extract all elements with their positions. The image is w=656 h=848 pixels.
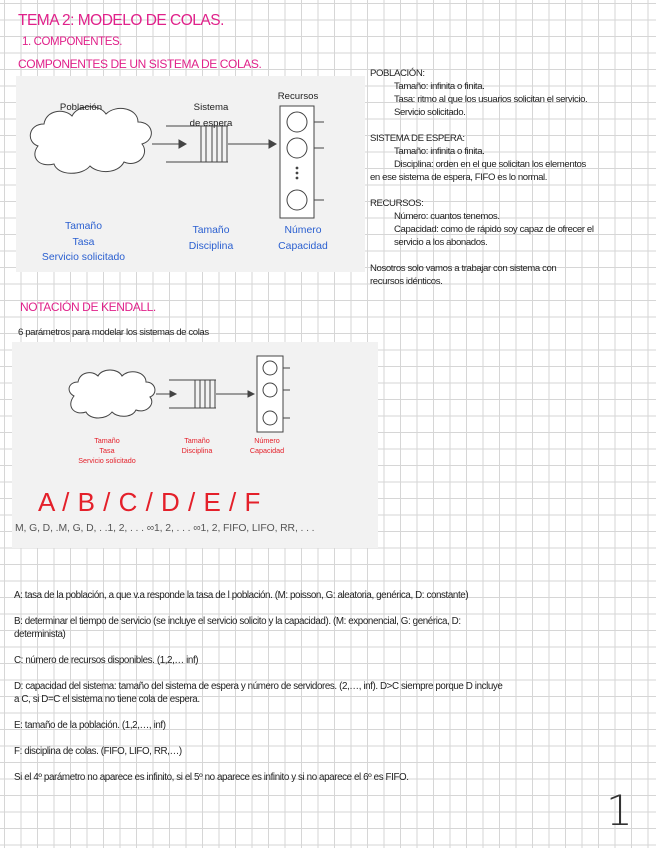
param-line: Si el 4º parámetro no aparece es infinito, si el 5º no aparece es infinito y si no aparece el 6º es FIFO.: [14, 772, 409, 783]
attr-servicio: Servicio solicitado: [78, 456, 136, 465]
kendall-heading: NOTACIÓN DE KENDALL.: [20, 300, 156, 314]
note-line: Capacidad: como de rápido soy capaz de ofrecer el: [394, 224, 594, 235]
attr-disciplina: Disciplina: [188, 240, 234, 252]
note-line: Nosotros solo vamos a trabajar con sistema con: [370, 263, 557, 274]
note-line: Tasa: ritmo al que los usuarios solicitan el servicio.: [394, 94, 588, 105]
section-heading: 1. COMPONENTES.: [22, 36, 123, 48]
poblacion-label: Población: [59, 102, 103, 113]
attr-numero: Número: [254, 436, 280, 445]
param-line: D: capacidad del sistema: tamaño del sistema de espera y número de servidores. (2,…, inf). D>C siempre porque D incluye: [14, 681, 503, 692]
recursos-heading: RECURSOS:: [370, 198, 424, 209]
attr-tasa: Tasa: [72, 236, 95, 248]
note-line: Tamaño: infinita o finita.: [394, 81, 485, 92]
server-bank-icon: [257, 356, 290, 432]
param-d: [14, 680, 644, 706]
recursos-label: Recursos: [277, 91, 319, 102]
attr-numero: Número: [284, 225, 322, 236]
attr-servicio: Servicio solicitado: [41, 252, 126, 263]
arrow-icon: [156, 391, 176, 397]
param-e: [14, 719, 644, 732]
param-f: [14, 745, 644, 758]
page-title: TEMA 2: MODELO DE COLAS.: [18, 12, 224, 29]
sistema-espera-heading: SISTEMA DE ESPERA:: [370, 133, 465, 144]
param-line: B: determinar el tiempo de servicio (se incluye el servicio solicito y la capacidad). (M: exponencial, G: genérica, D:: [14, 616, 461, 627]
arrow-icon: [216, 391, 254, 397]
attr-tamano: Tamaño: [184, 436, 210, 445]
note-line: Tamaño: infinita o finita.: [394, 146, 485, 157]
param-a: [14, 589, 644, 602]
attr-disciplina: Disciplina: [181, 446, 213, 455]
component-notes: [370, 67, 652, 288]
param-line: A: tasa de la población, a que v.a responde la tasa de l población. (M: poisson, G: aleatoria, genérica, D: constante): [14, 590, 469, 601]
server-bank-icon: [280, 106, 324, 218]
attr-tasa: Tasa: [99, 446, 115, 455]
kendall-sistema-attrs: [172, 436, 222, 456]
note-line: Número: cuantos tenemos.: [394, 211, 500, 222]
param-b: [14, 615, 644, 641]
attr-capacidad: Capacidad: [249, 446, 285, 455]
page-number: 1: [606, 786, 633, 835]
cloud-icon: [69, 370, 155, 418]
note-line: en ese sistema de espera, FIFO es lo normal.: [370, 172, 548, 183]
arrow-icon: [152, 140, 186, 148]
sistema-attributes: [171, 223, 251, 254]
attr-tamano: Tamaño: [192, 225, 230, 236]
param-line: E: tamaño de la población. (1,2,…, inf): [14, 720, 166, 731]
arrow-icon: [228, 140, 276, 148]
kendall-recursos-attrs: [242, 436, 292, 456]
attr-capacidad: Capacidad: [278, 240, 328, 252]
param-line: F: disciplina de colas. (FIFO, LIFO, RR,…): [14, 746, 182, 757]
queue-system-diagram: [16, 76, 365, 272]
sistema-label: Sistema: [193, 102, 229, 113]
kendall-letters: A / B / C / D / E / F: [38, 487, 261, 517]
kendall-values: M, G, D, .M, G, D, . .1, 2, . . . ∞1, 2, . . . ∞1, 2, FIFO, LIFO, RR, . . .: [15, 523, 315, 534]
note-line: Disciplina: orden en el que solicitan los elementos: [394, 159, 586, 170]
param-c: [14, 654, 644, 667]
recursos-attributes: [268, 223, 338, 254]
poblacion-attributes: [26, 219, 141, 266]
kendall-diagram: [12, 342, 378, 548]
kendall-poblacion-attrs: [67, 436, 147, 466]
sistema-label-2: de espera: [189, 118, 233, 129]
param-line: determinista): [14, 629, 66, 640]
kendall-intro: 6 parámetros para modelar los sistemas de colas: [18, 327, 209, 338]
poblacion-heading: POBLACIÓN:: [370, 68, 425, 79]
param-line: a C, si D=C el sistema no tiene cola de espera.: [14, 694, 200, 705]
attr-tamano: Tamaño: [65, 221, 102, 232]
note-line: recursos idénticos.: [370, 276, 443, 287]
subsection-heading: COMPONENTES DE UN SISTEMA DE COLAS.: [18, 57, 262, 71]
cloud-icon: [30, 107, 151, 174]
attr-tamano: Tamaño: [94, 436, 120, 445]
note-line: servicio a los abonados.: [394, 237, 488, 248]
note-line: Servicio solicitado.: [394, 107, 466, 118]
param-line: C: número de recursos disponibles. (1,2,… inf): [14, 655, 199, 666]
param-note: [14, 771, 644, 784]
